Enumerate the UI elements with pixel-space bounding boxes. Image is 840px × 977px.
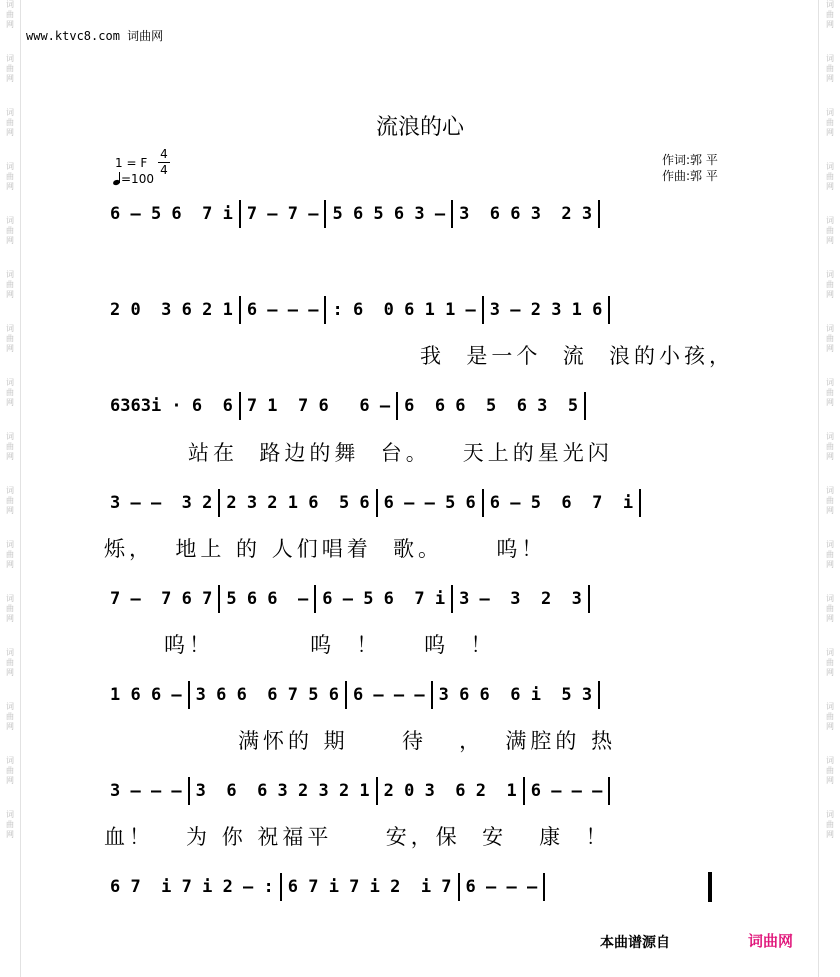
barline: [218, 489, 220, 517]
watermark-glyph: 词 曲 网: [826, 432, 834, 461]
lyrics-line: 我 是一个 流 浪的小孩，: [420, 344, 735, 368]
time-signature-bottom: 4: [158, 162, 170, 178]
final-barline: [708, 872, 712, 902]
barline: [588, 585, 590, 613]
barline: [239, 200, 241, 228]
measure: 5 6 5 6 3 –: [332, 204, 446, 224]
watermark-glyph: 词 曲 网: [826, 486, 834, 515]
measure: 6 – 5 6 7 i: [110, 204, 233, 224]
watermark-glyph: 词 曲 网: [826, 648, 834, 677]
notation-row: [110, 296, 616, 324]
barline: [324, 200, 326, 228]
tempo-marking: [113, 172, 154, 186]
barline: [314, 585, 316, 613]
measure: 6 – 5 6 7 i: [489, 493, 634, 513]
key-signature: 1 = F: [115, 156, 148, 170]
measure: 3 6 6 6 7 5 6: [195, 685, 339, 705]
measure: 2 0 3 6 2 1: [383, 781, 517, 801]
notation-row: [110, 873, 551, 901]
lyricist: 作词:郭 平: [662, 153, 718, 167]
notation-row: [110, 200, 606, 228]
watermark-glyph: 词 曲 网: [6, 108, 14, 137]
watermark-glyph: 词 曲 网: [826, 324, 834, 353]
barline: [482, 489, 484, 517]
measure: 3 – 3 2 3: [459, 589, 582, 609]
watermark-right: [822, 0, 838, 977]
watermark-glyph: 词 曲 网: [6, 378, 14, 407]
song-title: 流浪的心: [375, 115, 464, 140]
measure: 3 – – 3 2: [110, 493, 213, 513]
measure: 7 – 7 –: [246, 204, 319, 224]
barline: [218, 585, 220, 613]
barline: [396, 392, 398, 420]
measure: 6 7 i 7 i 2 i 7: [287, 877, 452, 897]
credits: [662, 152, 718, 184]
barline: [345, 681, 347, 709]
barline: [451, 585, 453, 613]
watermark-glyph: 词 曲 网: [6, 216, 14, 245]
notation-row: [110, 585, 596, 613]
measure: 3 – – –: [110, 781, 182, 801]
barline: [598, 200, 600, 228]
watermark-glyph: 词 曲 网: [826, 162, 834, 191]
barline: [451, 200, 453, 228]
watermark-glyph: 词 曲 网: [6, 594, 14, 623]
barline: [239, 296, 241, 324]
barline: [376, 777, 378, 805]
watermark-glyph: 词 曲 网: [826, 594, 834, 623]
watermark-glyph: 词 曲 网: [826, 270, 834, 299]
measure: 5 6 6 –: [226, 589, 309, 609]
watermark-glyph: 词 曲 网: [826, 378, 834, 407]
lyrics-line: 满怀的 期 待 ， 满腔的 热: [238, 729, 617, 753]
barline: [598, 681, 600, 709]
watermark-glyph: 词 曲 网: [6, 324, 14, 353]
watermark-glyph: 词 曲 网: [6, 432, 14, 461]
measure: 2 0 3 6 2 1: [110, 300, 233, 320]
watermark-glyph: 词 曲 网: [6, 0, 14, 29]
notation-row: [110, 681, 606, 709]
measure: 6 – – –: [530, 781, 603, 801]
measure: 6 – – –: [246, 300, 319, 320]
measure: 3 – 2 3 1 6: [489, 300, 603, 320]
notation-row: [110, 777, 616, 805]
measure: 6 7 i 7 i 2 – :: [110, 877, 274, 897]
site-url[interactable]: www.ktvc8.com 词曲网: [26, 29, 164, 43]
barline: [482, 296, 484, 324]
measure: 6 6 6 5 6 3 5: [404, 396, 579, 416]
barline: [188, 681, 190, 709]
lyrics-line: 呜！ 呜 ！ 呜 ！: [164, 633, 496, 657]
measure: 6 – – –: [352, 685, 425, 705]
watermark-glyph: 词 曲 网: [6, 162, 14, 191]
watermark-glyph: 词 曲 网: [6, 486, 14, 515]
watermark-glyph: 词 曲 网: [826, 702, 834, 731]
watermark-glyph: 词 曲 网: [826, 108, 834, 137]
barline: [523, 777, 525, 805]
barline: [584, 392, 586, 420]
barline: [543, 873, 545, 901]
watermark-glyph: 词 曲 网: [6, 540, 14, 569]
barline: [188, 777, 190, 805]
watermark-glyph: 词 曲 网: [6, 270, 14, 299]
watermark-glyph: 词 曲 网: [826, 756, 834, 785]
time-signature-top: 4: [160, 147, 168, 161]
barline: [639, 489, 641, 517]
watermark-glyph: 词 曲 网: [6, 702, 14, 731]
page-border-right: [818, 0, 819, 977]
measure: : 6 0 6 1 1 –: [332, 300, 476, 320]
watermark-glyph: 词 曲 网: [6, 756, 14, 785]
tempo-value: =100: [121, 172, 154, 186]
watermark-glyph: 词 曲 网: [826, 216, 834, 245]
measure: 6 – – 5 6: [383, 493, 476, 513]
measure: 3 6 6 3 2 3: [459, 204, 593, 224]
barline: [608, 296, 610, 324]
measure: 6 – 5 6 7 i: [322, 589, 446, 609]
watermark-glyph: 词 曲 网: [6, 54, 14, 83]
notation-row: [110, 489, 647, 517]
watermark-glyph: 词 曲 网: [6, 810, 14, 839]
barline: [458, 873, 460, 901]
measure: 3 6 6 3 2 3 2 1: [195, 781, 370, 801]
barline: [608, 777, 610, 805]
watermark-glyph: 词 曲 网: [826, 540, 834, 569]
composer: 作曲:郭 平: [662, 169, 718, 183]
watermark-glyph: 词 曲 网: [826, 54, 834, 83]
measure: 2 3 2 1 6 5 6: [226, 493, 370, 513]
measure: 1 6 6 –: [110, 685, 182, 705]
watermark-left: [2, 0, 18, 977]
source-label: 本曲谱源自: [600, 935, 670, 951]
measure: 3 6 6 6 i 5 3: [438, 685, 593, 705]
barline: [324, 296, 326, 324]
measure: 7 1 7 6 6 –: [246, 396, 391, 416]
page-border-left: [20, 0, 21, 977]
measure: 6363i · 6 6: [110, 396, 233, 416]
lyrics-line: 血！ 为 你 祝福平 安，保 安 康 ！: [104, 825, 611, 849]
quarter-note-icon: [113, 172, 121, 186]
watermark-glyph: 词 曲 网: [6, 648, 14, 677]
measure: 7 – 7 6 7: [110, 589, 213, 609]
lyrics-line: 站在 路边的舞 台。 天上的星光闪: [188, 441, 613, 465]
barline: [280, 873, 282, 901]
notation-row: [110, 392, 592, 420]
barline: [239, 392, 241, 420]
measure: 6 – – –: [465, 877, 538, 897]
barline: [431, 681, 433, 709]
lyrics-line: 烁， 地上 的 人们唱着 歌。 呜！: [104, 537, 547, 561]
barline: [376, 489, 378, 517]
watermark-glyph: 词 曲 网: [826, 0, 834, 29]
brand-logo[interactable]: 词曲网: [748, 932, 794, 950]
time-signature: [158, 147, 170, 178]
watermark-glyph: 词 曲 网: [826, 810, 834, 839]
